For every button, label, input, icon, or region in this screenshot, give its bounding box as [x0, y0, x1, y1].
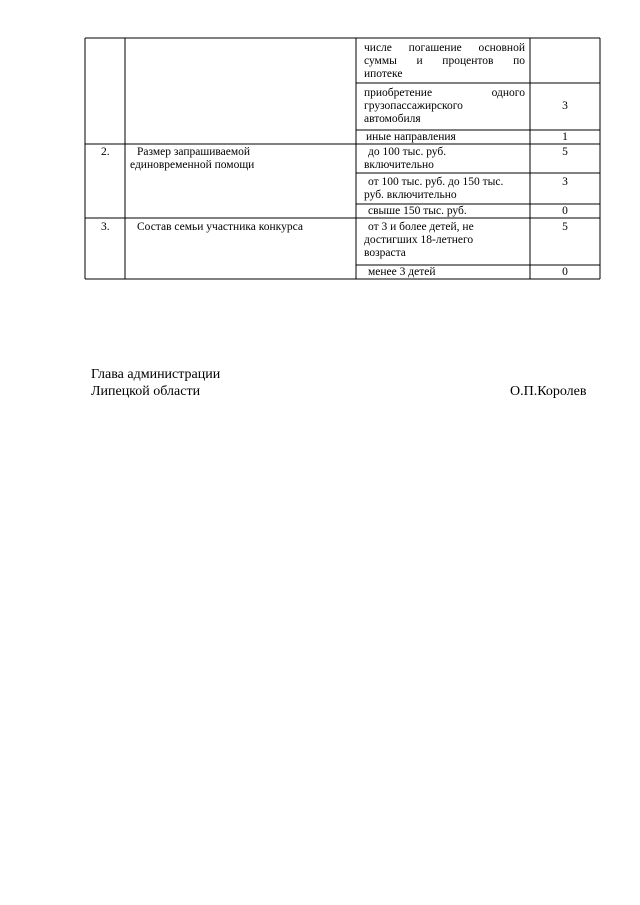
- option-text: возраста: [364, 247, 406, 259]
- score-value: 1: [562, 131, 568, 143]
- score-value: 5: [562, 221, 568, 233]
- option-text: руб. включительно: [364, 189, 457, 201]
- option-text: свыше 150 тыс. руб.: [368, 205, 467, 217]
- option-text: иные направления: [366, 131, 456, 143]
- signatory-name: О.П.Королев: [510, 384, 587, 399]
- option-text: приобретение одного: [364, 87, 525, 99]
- option-text: достигших 18-летнего: [364, 234, 474, 246]
- score-value: 3: [562, 176, 568, 188]
- option-text: суммы и процентов по: [364, 55, 525, 67]
- row-number: 3.: [101, 221, 110, 233]
- signatory-title-line1: Глава администрации: [91, 367, 221, 382]
- option-text: автомобиля: [364, 113, 421, 125]
- option-text: числе погашение основной: [364, 42, 525, 54]
- score-value: 3: [562, 100, 568, 112]
- option-text: менее 3 детей: [368, 266, 436, 278]
- option-text: до 100 тыс. руб.: [368, 146, 447, 158]
- criterion-text: Состав семьи участника конкурса: [137, 221, 303, 233]
- score-value: 0: [562, 266, 568, 278]
- row-number: 2.: [101, 146, 110, 158]
- option-text: от 3 и более детей, не: [368, 221, 474, 233]
- option-text: грузопассажирского: [364, 100, 463, 112]
- score-value: 0: [562, 205, 568, 217]
- option-text: ипотеке: [364, 68, 403, 80]
- signatory-title-line2: Липецкой области: [91, 384, 201, 399]
- option-text: от 100 тыс. руб. до 150 тыс.: [368, 176, 504, 188]
- criterion-text: Размер запрашиваемой: [137, 146, 251, 158]
- criterion-text: единовременной помощи: [130, 159, 255, 171]
- score-value: 5: [562, 146, 568, 158]
- option-text: включительно: [364, 159, 434, 171]
